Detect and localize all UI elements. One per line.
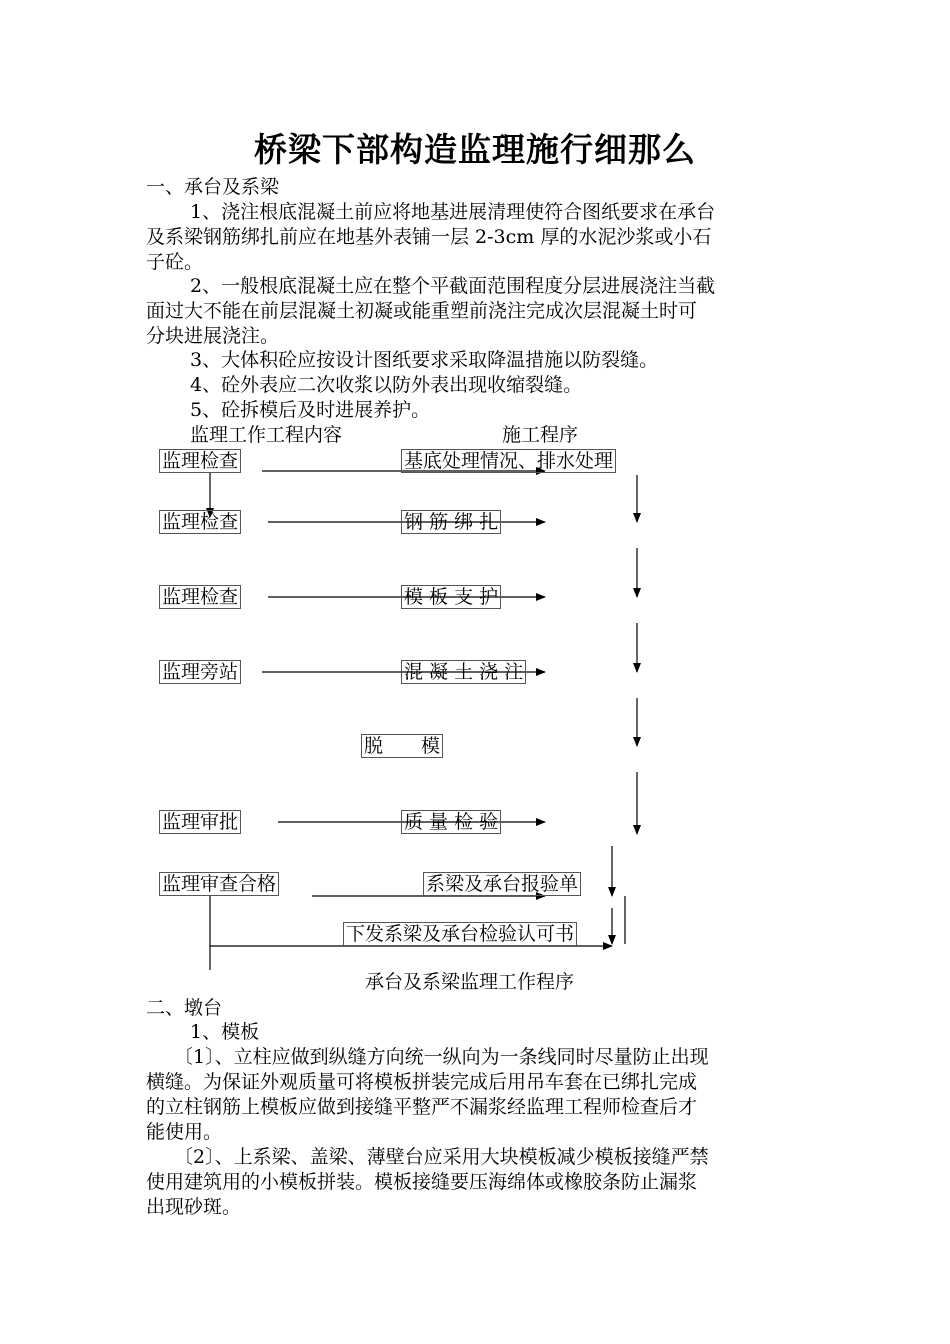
- s1-p5: 5、砼拆模后及时进展养护。: [190, 399, 431, 421]
- s2-p2-line3: 出现砂斑。: [146, 1196, 242, 1218]
- s2-p1-line2: 横缝。为保证外观质量可将模板拼装完成后用吊车套在已绑扎完成: [146, 1071, 698, 1093]
- flow-right-box-8: 下发系梁及承台检验认可书: [343, 922, 577, 946]
- s1-p1-line2: 及系梁钢筋绑扎前应在地基外表铺一层 2-3cm 厚的水泥沙浆或小石: [146, 226, 712, 248]
- flow-left-box-1: 监理检查: [159, 449, 241, 473]
- flow-right-box-3: 模 板 支 护: [401, 585, 501, 609]
- section2-sub: 1、模板: [190, 1021, 260, 1043]
- flow-left-box-4: 监理旁站: [159, 660, 241, 684]
- s2-p1-line3: 的立柱钢筋上模板应做到接缝平整严不漏浆经监理工程师检查后才: [146, 1096, 698, 1118]
- flow-left-box-5: 监理审批: [159, 810, 241, 834]
- flow-caption: 承台及系梁监理工作程序: [365, 971, 575, 993]
- s1-p2-line3: 分块进展浇注。: [146, 325, 280, 347]
- section2-heading: 二、墩台: [146, 997, 223, 1019]
- s1-p1-line3: 子砼。: [146, 251, 204, 273]
- flow-right-box-5: 脱 模: [361, 734, 443, 758]
- flow-col-left-header: 监理工作工程内容: [190, 424, 343, 446]
- s1-p4: 4、砼外表应二次收浆以防外表出现收缩裂缝。: [190, 374, 583, 396]
- flow-right-box-4: 混 凝 土 浇 注: [401, 660, 526, 684]
- s2-p2-line1: 〔2〕、上系梁、盖梁、薄壁台应采用大块模板减少模板接缝严禁: [174, 1146, 709, 1168]
- flow-right-box-6: 质 量 检 验: [401, 810, 501, 834]
- section1-heading: 一、承台及系梁: [146, 176, 280, 198]
- flow-left-box-6: 监理审查合格: [159, 872, 279, 896]
- document-title: 桥梁下部构造监理施行细那么: [254, 130, 696, 169]
- s2-p1-line1: 〔1〕、立柱应做到纵缝方向统一纵向为一条线同时尽量防止出现: [174, 1046, 709, 1068]
- flow-left-box-3: 监理检查: [159, 585, 241, 609]
- s1-p2-line2: 面过大不能在前层混凝土初凝或能重塑前浇注完成次层混凝土时可: [146, 300, 698, 322]
- s1-p2-line1: 2、一般根底混凝土应在整个平截面范围程度分层进展浇注当截: [190, 275, 716, 297]
- flow-left-box-2: 监理检查: [159, 510, 241, 534]
- flow-right-box-7: 系梁及承台报验单: [423, 872, 581, 896]
- s2-p1-line4: 能使用。: [146, 1121, 223, 1143]
- s1-p1-line1: 1、浇注根底混凝土前应将地基进展清理使符合图纸要求在承台: [190, 201, 716, 223]
- flow-right-box-1: 基底处理情况、排水处理: [401, 449, 616, 473]
- s1-p3: 3、大体积砼应按设计图纸要求采取降温措施以防裂缝。: [190, 349, 659, 371]
- flow-col-right-header: 施工程序: [502, 424, 579, 446]
- s2-p2-line2: 使用建筑用的小模板拼装。模板接缝要压海绵体或橡胶条防止漏浆: [146, 1171, 698, 1193]
- flow-right-box-2: 钢 筋 绑 扎: [401, 510, 501, 534]
